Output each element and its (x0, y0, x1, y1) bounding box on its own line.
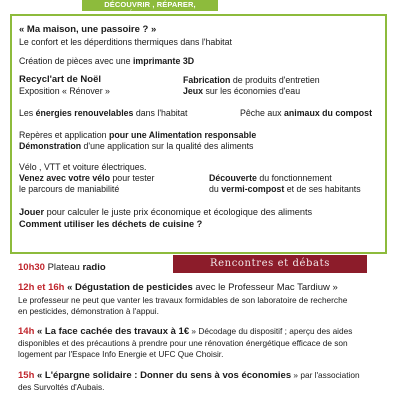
decouverte-line (209, 173, 332, 184)
vermicompost-rest: et de ses habitants (284, 184, 361, 194)
reperes-bold: pour une Alimentation responsable (108, 130, 257, 140)
dechets-line: Comment utiliser les déchets de cuisine ? (19, 219, 203, 229)
event-pesticides-desc-1: Le professeur ne peut que vanter les travaux formidables de son laboratoire de recherche (18, 295, 348, 305)
impression-3d-line (19, 56, 194, 67)
venez-line-2: le parcours de maniabilité (19, 184, 120, 194)
rencontres-banner: Rencontres et débats (173, 255, 367, 273)
fabrication-bold: Fabrication (183, 75, 231, 85)
event-travaux-bold: « La face cachée des travaux à 1€ (34, 326, 190, 337)
event-travaux-rest: » Décodage du dispositif ; aperçu des aides (189, 326, 353, 336)
peche-line (240, 108, 372, 119)
event-pesticides-rest: avec le Professeur Mac Tardiuw » (192, 282, 338, 293)
decouverte-rest: du fonctionnement (256, 173, 332, 183)
event-radio-bold: radio (82, 262, 106, 273)
reperes-prefix: Repères et application (19, 130, 109, 140)
maison-subtitle: Le confort et les déperditions thermiques dans l'habitat (19, 37, 232, 47)
event-pesticides-bold: « Dégustation de pesticides (64, 282, 193, 293)
event-travaux-time: 14h (18, 326, 35, 337)
jeux-rest: sur les économies d'eau (203, 86, 301, 96)
demonstration-line (19, 141, 253, 152)
energies-rest: dans l'habitat (133, 108, 188, 118)
vermicompost-line (209, 184, 361, 195)
demo-bold: Démonstration (19, 141, 82, 151)
recyclart-title: Recycl'art de Noël (19, 74, 101, 85)
event-travaux-desc-1: disponibles et des précautions à prendre pour une rénovation énergétique efficace de son (18, 338, 348, 348)
demo-rest: d'une application sur la qualité des aliments (81, 141, 254, 151)
event-radio-time: 10h30 (18, 262, 45, 273)
vermicompost-bold: vermi-compost (221, 184, 285, 194)
event-travaux-desc-2: logement par l'Espace Info Energie et UFC Que Choisir. (18, 349, 224, 359)
maison-title: « Ma maison, une passoire ? » (19, 24, 157, 35)
venez-line (19, 173, 154, 184)
energies-bold: énergies renouvelables (35, 108, 134, 118)
section-tab-decouvrir: DÉCOUVRIR , RÉPARER, ÉCHANGER (82, 0, 218, 11)
energies-prefix: Les (19, 108, 36, 118)
event-epargne-time: 15h (18, 370, 35, 381)
event-pesticides-desc-2: en pesticides, démonstration à l'appui. (18, 306, 159, 316)
peche-prefix: Pêche aux (240, 108, 285, 118)
jeux-line (183, 86, 300, 97)
fabrication-line (183, 75, 320, 86)
event-epargne-bold: « L'épargne solidaire : Donner du sens à vos économies (34, 370, 292, 381)
event-epargne-title (18, 370, 360, 382)
event-radio-text: Plateau (44, 262, 83, 273)
jouer-bold: Jouer (19, 207, 45, 217)
venez-rest: pour tester (109, 173, 155, 183)
vermicompost-prefix: du (209, 184, 222, 194)
event-epargne-rest: » par l'association (291, 370, 360, 380)
fabrication-rest: de produits d'entretien (230, 75, 320, 85)
event-travaux-title (18, 326, 352, 338)
energies-line (19, 108, 187, 119)
event-epargne-desc: des Survoltés d'Aubais. (18, 382, 105, 392)
impression-bold: imprimante 3D (132, 56, 195, 66)
reperes-line (19, 130, 256, 141)
decouverte-bold: Découverte (209, 173, 257, 183)
exposition-line: Exposition « Rénover » (19, 86, 110, 96)
jouer-line (19, 207, 312, 218)
peche-bold: animaux du compost (284, 108, 372, 118)
event-pesticides-title (18, 283, 338, 294)
venez-bold: Venez avec votre vélo (19, 173, 110, 183)
jouer-rest: pour calculer le juste prix économique et écologique des aliments (44, 207, 313, 217)
impression-prefix: Création de pièces avec une (19, 56, 133, 66)
velo-line: Vélo , VTT et voiture électriques. (19, 162, 147, 172)
event-pesticides-time: 12h et 16h (18, 282, 65, 293)
jeux-bold: Jeux (183, 86, 204, 96)
event-radio (18, 263, 106, 274)
